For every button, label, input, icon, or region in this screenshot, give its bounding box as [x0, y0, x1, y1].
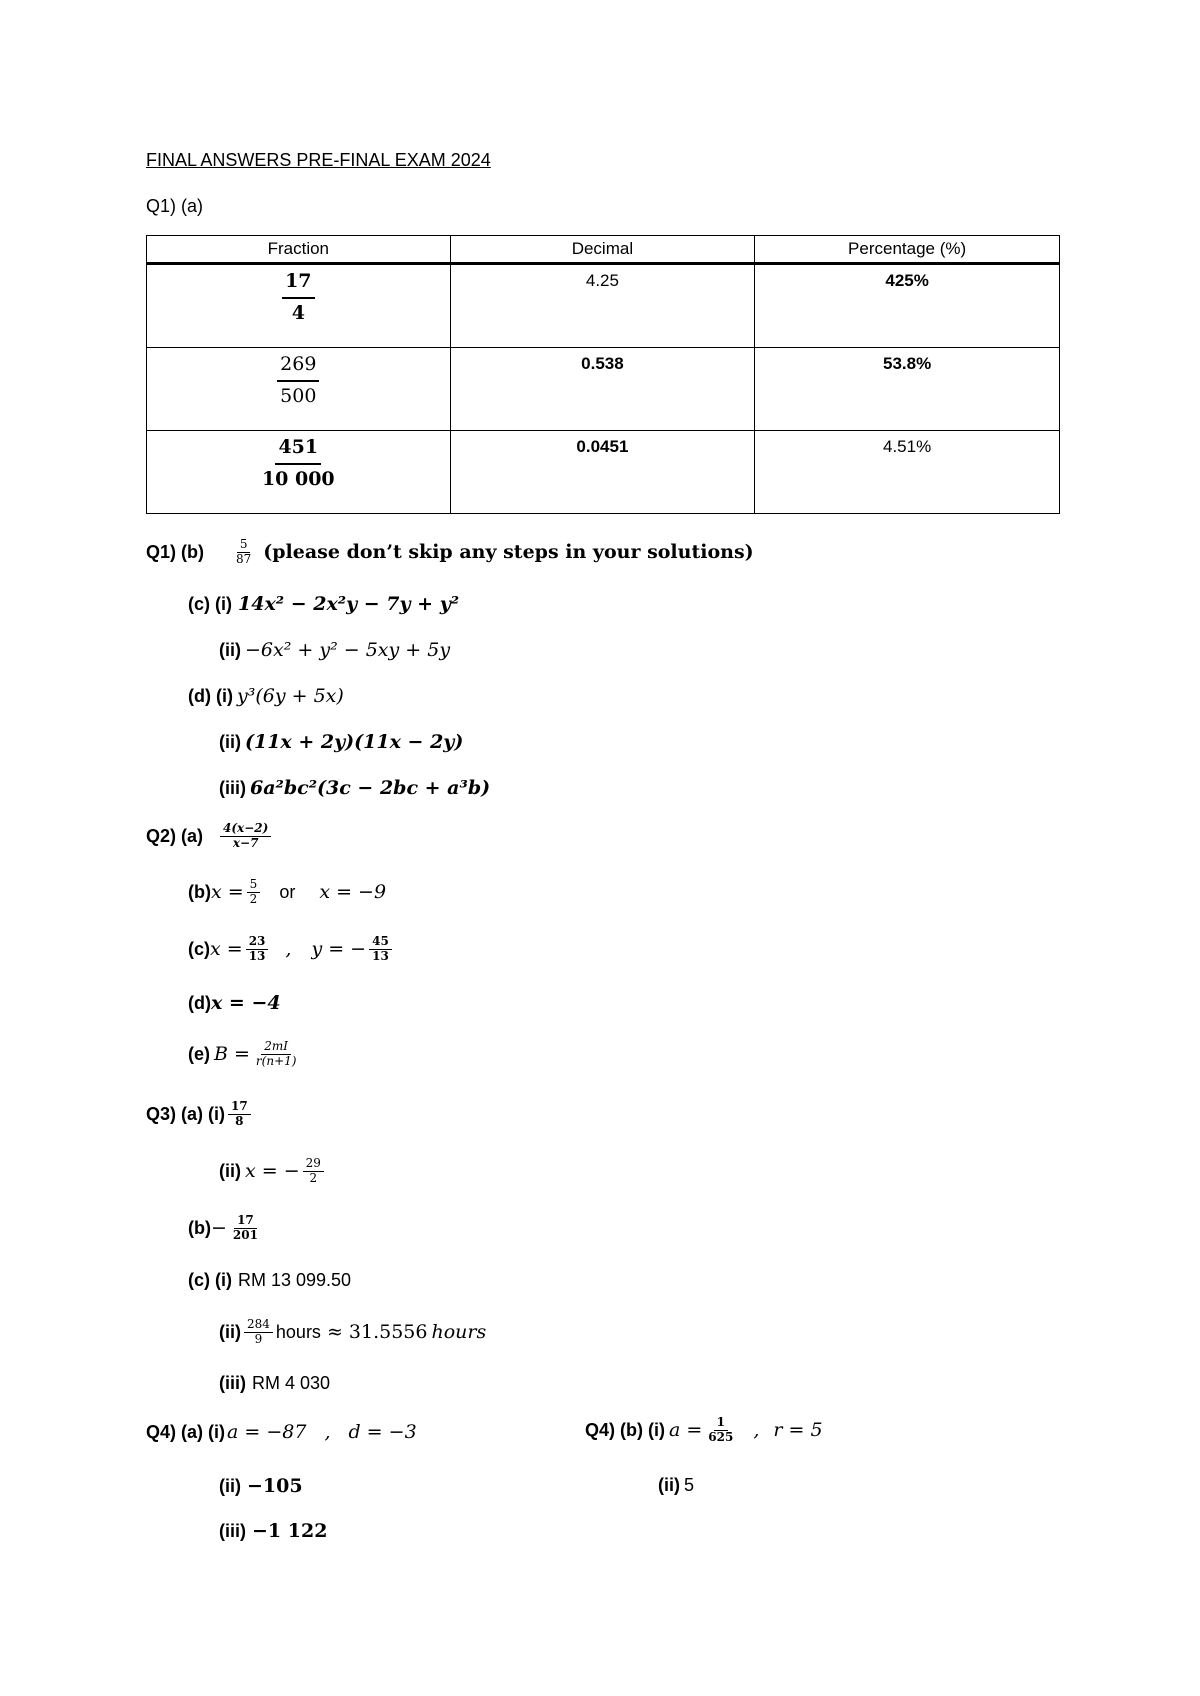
q4a-ii-label: (ii) [219, 1475, 241, 1496]
q3c-iii-label: (iii) [219, 1373, 246, 1393]
q3c-i-value: RM 13 099.50 [238, 1270, 352, 1290]
q2c-x-lhs: x = [210, 938, 243, 961]
q1b-note: (please don’t skip any steps in your solutions) [263, 541, 754, 564]
q1d-i-line [188, 685, 344, 707]
q1b-fraction [233, 538, 254, 567]
fraction-numerator: 269 [277, 354, 319, 382]
fraction-numerator: 45 [369, 935, 392, 950]
q1d-ii-expression: (11x + 2y)(11x − 2y) [245, 731, 464, 753]
q2e-line [188, 1040, 302, 1069]
fraction-denominator: 10 000 [261, 467, 335, 490]
q2c-y-lhs: y = − [311, 938, 367, 961]
q4a-i-separator: , [324, 1421, 331, 1443]
q3a-ii-line [219, 1157, 327, 1186]
q4b-i-separator: , [753, 1419, 760, 1442]
q4a-i-label: Q4) (a) (i) [146, 1421, 225, 1442]
q2d-label: (d) [188, 992, 211, 1013]
fraction-numerator: 17 [228, 1100, 251, 1115]
q4a-ii-line [219, 1475, 303, 1497]
q2c-label: (c) [188, 938, 210, 959]
q2c-y-fraction [369, 935, 392, 964]
q1d-ii-label: (ii) [219, 731, 241, 752]
fraction-17-4 [282, 271, 314, 325]
q3c-ii-fraction [244, 1318, 273, 1347]
q2c-x-fraction [246, 935, 269, 964]
fraction-denominator: 8 [235, 1113, 244, 1128]
table-row [147, 431, 1060, 514]
q4b-ii-value: 5 [684, 1475, 695, 1495]
q3c-i-label: (c) (i) [188, 1270, 232, 1290]
decimal-cell: 0.0451 [450, 431, 755, 514]
fraction-numerator: 17 [234, 1214, 257, 1229]
q2a-line [146, 822, 274, 851]
q2b-rhs: x = −9 [319, 881, 387, 904]
fraction-numerator: 1 [714, 1416, 728, 1431]
q4b-i-r: r = 5 [773, 1419, 823, 1442]
q1c-ii-line [219, 639, 450, 661]
q4a-i-line [146, 1421, 417, 1443]
conversion-table [146, 235, 1060, 514]
fraction-denominator: 2 [249, 891, 258, 906]
q2a-fraction [220, 822, 271, 851]
decimal-cell: 4.25 [450, 264, 755, 348]
q1d-iii-line [219, 777, 490, 799]
q2b-or: or [279, 881, 296, 902]
fraction-cell [147, 348, 451, 431]
q1b-label: Q1) (b) [146, 541, 204, 562]
q2e-lhs: B = [214, 1043, 250, 1066]
decimal-cell: 0.538 [450, 348, 755, 431]
fraction-numerator: 5 [247, 878, 261, 893]
q4a-iii-label: (iii) [219, 1520, 246, 1541]
table-header-row [147, 236, 1060, 264]
q3c-ii-approx-unit: hours [431, 1321, 487, 1344]
q3c-i-line [188, 1270, 351, 1291]
fraction-269-500 [277, 354, 319, 408]
q4a-ii-value: −105 [247, 1475, 303, 1497]
q2d-expression: x = −4 [210, 992, 281, 1014]
q2e-fraction [253, 1040, 300, 1069]
header-percentage: Percentage (%) [755, 236, 1060, 264]
q3b-lhs: − [210, 1217, 227, 1240]
fraction-451-10000 [259, 437, 338, 491]
fraction-denominator: 500 [280, 384, 317, 407]
q4b-i-line [585, 1416, 823, 1445]
q2d-line [188, 992, 281, 1014]
q3c-ii-line [219, 1318, 486, 1347]
q3c-ii-approx: ≈ 31.5556 [326, 1321, 428, 1344]
fraction-denominator: 13 [372, 948, 389, 963]
fraction-cell [147, 431, 451, 514]
q3b-fraction [230, 1214, 261, 1243]
fraction-numerator: 4(x−2) [220, 822, 271, 837]
percentage-cell: 53.8% [755, 348, 1060, 431]
fraction-numerator: 2mI [261, 1040, 291, 1055]
q1c-ii-expression: −6x² + y² − 5xy + 5y [245, 639, 451, 661]
q3c-ii-label: (ii) [219, 1321, 241, 1342]
fraction-denominator: 201 [232, 1227, 258, 1242]
fraction-numerator: 17 [282, 271, 314, 299]
fraction-numerator: 284 [244, 1318, 273, 1333]
fraction-denominator: 87 [236, 551, 252, 566]
q4b-ii-label: (ii) [658, 1475, 680, 1495]
q3a-ii-label: (ii) [219, 1160, 241, 1181]
q2c-separator: , [285, 938, 292, 961]
fraction-numerator: 23 [246, 935, 269, 950]
q3c-iii-value: RM 4 030 [252, 1373, 331, 1393]
q1d-ii-line [219, 731, 463, 753]
q4b-i-lhs: a = [668, 1419, 703, 1442]
q4a-i-d: d = −3 [348, 1421, 417, 1443]
q1d-i-label: (d) (i) [188, 685, 233, 706]
q4a-iii-value: −1 122 [252, 1520, 328, 1542]
q4b-i-label: Q4) (b) (i) [585, 1419, 665, 1440]
q1c-i-label: (c) (i) [188, 593, 232, 614]
header-fraction: Fraction [147, 236, 451, 264]
q1c-ii-label: (ii) [219, 639, 241, 660]
q1b-line [146, 538, 754, 567]
fraction-denominator: 13 [248, 948, 266, 963]
fraction-denominator: r(n+1) [255, 1053, 297, 1068]
q3c-iii-line [219, 1373, 330, 1394]
q4a-i-a: a = −87 [227, 1421, 307, 1443]
fraction-cell [147, 264, 451, 348]
q3b-line [188, 1214, 264, 1243]
fraction-numerator: 29 [303, 1157, 324, 1172]
q4a-iii-line [219, 1520, 327, 1542]
q2e-label: (e) [188, 1043, 210, 1064]
fraction-denominator: x−7 [232, 835, 259, 850]
table-row [147, 264, 1060, 348]
document-title: FINAL ANSWERS PRE-FINAL EXAM 2024 [146, 150, 491, 170]
q3b-label: (b) [188, 1217, 211, 1238]
q1c-i-expression: 14x² − 2x²y − 7y + y² [238, 593, 460, 615]
q3a-ii-lhs: x = − [245, 1160, 300, 1183]
fraction-numerator: 451 [275, 437, 321, 465]
q3a-ii-fraction [303, 1157, 324, 1186]
q1d-iii-label: (iii) [219, 777, 246, 798]
q2b-line [188, 878, 386, 907]
q2b-fraction [247, 878, 261, 907]
fraction-numerator: 5 [237, 538, 251, 553]
header-decimal: Decimal [450, 236, 755, 264]
percentage-cell: 4.51% [755, 431, 1060, 514]
q4b-ii-line [658, 1475, 694, 1496]
table-row [147, 348, 1060, 431]
fraction-denominator: 2 [309, 1170, 318, 1185]
q1a-label: Q1) (a) [146, 196, 204, 216]
fraction-denominator: 625 [708, 1429, 734, 1444]
q4b-i-fraction [705, 1416, 736, 1445]
q2a-label: Q2) (a) [146, 825, 204, 846]
q3a-i-fraction [228, 1100, 251, 1129]
percentage-cell: 425% [755, 264, 1060, 348]
q3a-i-label: Q3) (a) (i) [146, 1103, 225, 1124]
fraction-denominator: 9 [254, 1331, 263, 1346]
q3c-ii-unit: hours [275, 1321, 321, 1342]
q2b-lhs: x = [210, 881, 244, 904]
fraction-denominator: 4 [291, 301, 305, 324]
q1d-iii-expression: 6a²bc²(3c − 2bc + a³b) [250, 777, 491, 799]
q1c-i-line [188, 593, 459, 615]
q1d-i-expression: y³(6y + 5x) [236, 685, 344, 707]
q2b-label: (b) [188, 881, 211, 902]
q3a-i-line [146, 1100, 254, 1129]
q2c-line [188, 935, 395, 964]
